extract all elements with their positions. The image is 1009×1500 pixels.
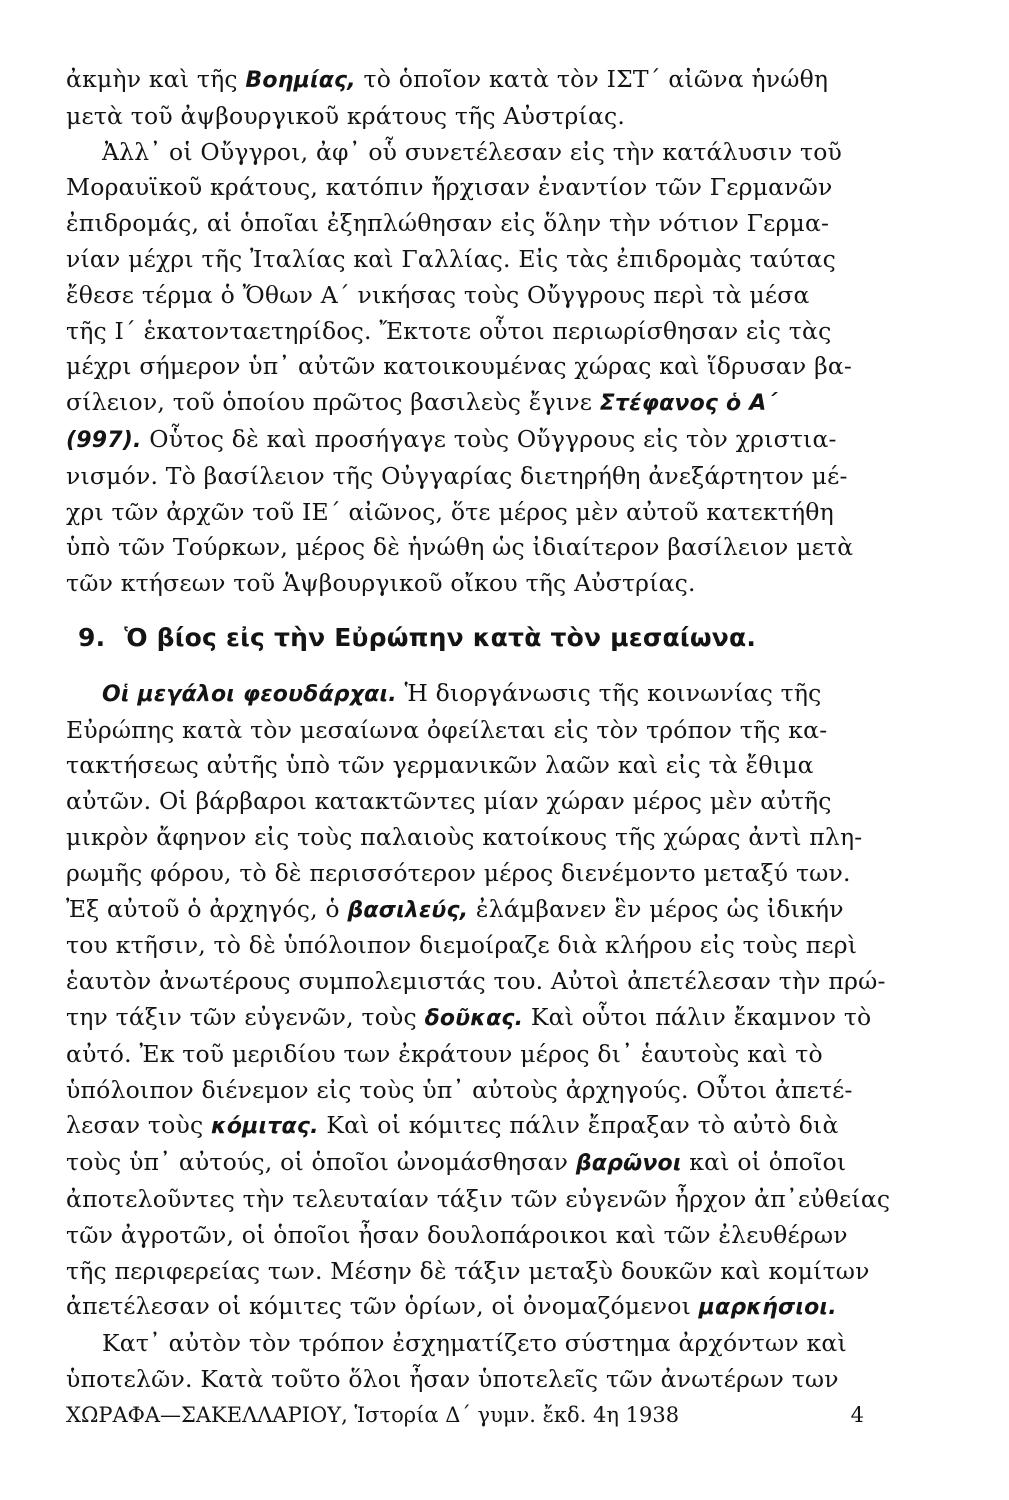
emphasized-term: Βοημίας, bbox=[245, 68, 356, 93]
text-line bbox=[66, 964, 886, 1000]
text-line bbox=[66, 314, 874, 350]
paragraphs-before-section bbox=[66, 62, 874, 602]
text-run: τὸ ὁποῖον κατὰ τὸν ΙΣΤ΄ αἰῶνα ἡνώθη bbox=[355, 65, 829, 93]
page-footer bbox=[66, 1403, 874, 1427]
emphasized-term: βασιλεύς, bbox=[347, 897, 469, 923]
paragraph-hungarians bbox=[66, 135, 874, 602]
text-run: νισμόν. Τὸ βασίλειον τῆς Οὐγγαρίας διετηρήθη ἀνεξάρτητον μέ- bbox=[66, 461, 848, 490]
text-line bbox=[66, 1254, 874, 1290]
text-run: Ἀλλ᾽ οἱ Οὔγγροι, ἀφ᾽ οὗ συνετέλεσαν εἰς τὴν κατάλυσιν τοῦ bbox=[102, 137, 843, 166]
paragraph-feudal-lords bbox=[66, 676, 891, 1326]
text-run: ὑπὸ τῶν Τούρκων, μέρος δὲ ἡνώθη ὡς ἰδιαίτερον βασίλειον μετὰ bbox=[66, 533, 854, 562]
text-line bbox=[66, 1362, 874, 1398]
section-heading bbox=[78, 620, 874, 656]
text-line bbox=[66, 385, 874, 422]
emphasized-term: Στέφανος ὁ Α΄ bbox=[599, 391, 777, 417]
text-run: Ἡ διοργάνωσις τῆς κοινωνίας τῆς bbox=[396, 678, 822, 707]
text-run: αὐτῶν. Οἱ βάρβαροι κατακτῶντες μίαν χώραν μέρος μὲν αὐτῆς bbox=[66, 787, 832, 816]
text-run: τῆς περιφερείας των. Μέσην δὲ τάξιν μεταξὺ δουκῶν καὶ κομίτων bbox=[66, 1256, 870, 1285]
text-run: ἑαυτὸν ἀνωτέρους συμπολεμιστάς του. Αὐτοὶ ἀπετέλεσαν τὴν πρώ- bbox=[66, 967, 886, 996]
text-run: ἀκμὴν καὶ τῆς bbox=[66, 65, 246, 93]
text-line bbox=[66, 170, 874, 206]
emphasized-term: Οἱ μεγάλοι φεουδάρχαι. bbox=[102, 681, 397, 707]
text-run: Οὗτος δὲ καὶ προσήγαγε τοὺς Οὔγγρους εἰς τὸν χριστια- bbox=[141, 424, 837, 453]
text-line bbox=[66, 928, 874, 964]
text-line bbox=[66, 784, 874, 820]
text-line bbox=[66, 62, 874, 99]
text-line bbox=[66, 566, 874, 602]
emphasized-term: δοῦκας. bbox=[424, 1005, 524, 1031]
section-number: 9. bbox=[78, 622, 106, 652]
text-line bbox=[66, 1037, 874, 1073]
text-run: Εὐρώπης κατὰ τὸν μεσαίωνα ὀφείλεται εἰς τὸν τρόπον τῆς κα- bbox=[66, 715, 828, 744]
emphasized-term: βαρῶνοι bbox=[575, 1151, 682, 1177]
emphasized-term: κόμιτας. bbox=[211, 1114, 319, 1140]
text-line bbox=[66, 1000, 874, 1037]
text-run: ἐλάμβανεν ἓν μέρος ὡς ἰδικήν bbox=[468, 894, 844, 923]
text-line bbox=[66, 206, 874, 242]
text-run: μετὰ τοῦ ἀψβουργικοῦ κράτους τῆς Αὐστρίας. bbox=[66, 101, 626, 130]
text-run: τῶν κτήσεων τοῦ Ἁψβουργικοῦ οἴκου τῆς Αὐστρίας. bbox=[66, 569, 696, 598]
text-run: μικρὸν ἄφηνον εἰς τοὺς παλαιοὺς κατοίκους τῆς χώρας ἀντὶ πλη- bbox=[66, 822, 863, 851]
text-line bbox=[66, 349, 874, 385]
text-line bbox=[66, 495, 874, 531]
text-line bbox=[66, 530, 874, 566]
text-line bbox=[66, 892, 874, 929]
text-line bbox=[66, 1108, 874, 1145]
emphasized-term: μαρκήσιοι. bbox=[698, 1295, 837, 1321]
page-number: 4 bbox=[850, 1403, 864, 1427]
text-run: Καὶ οὗτοι πάλιν ἔκαμνον τὸ bbox=[523, 1002, 872, 1031]
text-line bbox=[66, 1289, 874, 1326]
text-run: του κτῆσιν, τὸ δὲ ὑπόλοιπον διεμοίραζε διὰ κλήρου εἰς τοὺς περὶ bbox=[66, 931, 858, 960]
text-run: νίαν μέχρι τῆς Ἰταλίας καὶ Γαλλίας. Εἰς τὰς ἐπιδρομὰς ταύτας bbox=[66, 244, 836, 273]
text-line bbox=[66, 820, 874, 856]
text-run: τακτήσεως αὐτῆς ὑπὸ τῶν γερμανικῶν λαῶν καὶ εἰς τὰ ἔθιμα bbox=[66, 751, 814, 780]
text-line bbox=[66, 1073, 874, 1109]
section-title: Ὁ βίος εἰς τὴν Εὐρώπην κατὰ τὸν μεσαίωνα. bbox=[124, 622, 757, 652]
text-line bbox=[66, 713, 874, 749]
text-run: λεσαν τοὺς bbox=[66, 1111, 212, 1140]
text-line bbox=[66, 676, 874, 713]
text-line bbox=[66, 242, 874, 278]
text-line bbox=[66, 459, 874, 495]
main-text bbox=[66, 62, 891, 1398]
text-run: ὑποτελῶν. Κατὰ τοῦτο ὅλοι ἦσαν ὑποτελεῖς τῶν ἀνωτέρων των bbox=[66, 1364, 839, 1393]
text-run: ρωμῆς φόρου, τὸ δὲ περισσότερον μέρος διενέμοντο μεταξύ των. bbox=[66, 858, 851, 887]
text-run: αὐτό. Ἐκ τοῦ μεριδίου των ἐκράτουν μέρος δι᾽ ἑαυτοὺς καὶ τὸ bbox=[66, 1039, 823, 1068]
text-line bbox=[66, 135, 874, 171]
text-run: τοὺς ὑπ᾽ αὐτούς, οἱ ὁποῖοι ὠνομάσθησαν bbox=[66, 1148, 576, 1177]
text-run: ὑπόλοιπον διένεμον εἰς τοὺς ὑπ᾽ αὐτοὺς ἀρχηγούς. Οὗτοι ἀπετέ- bbox=[66, 1075, 853, 1104]
text-run: σίλειον, τοῦ ὁποίου πρῶτος βασιλεὺς ἔγινε bbox=[66, 388, 600, 417]
text-run: τῆς Ι΄ ἑκατονταετηρίδος. Ἔκτοτε οὗτοι περιωρίσθησαν εἰς τὰς bbox=[66, 316, 832, 345]
text-run: ἀπετέλεσαν οἱ κόμιτες τῶν ὁρίων, οἱ ὀνομαζόμενοι bbox=[66, 1292, 699, 1321]
text-run: την τάξιν τῶν εὐγενῶν, τοὺς bbox=[66, 1002, 425, 1031]
text-run: χρι τῶν ἀρχῶν τοῦ ΙΕ΄ αἰῶνος, ὅτε μέρος μὲν αὐτοῦ κατεκτήθη bbox=[66, 497, 834, 526]
paragraphs-after-section bbox=[66, 676, 891, 1398]
text-run: Καὶ οἱ κόμιτες πάλιν ἔπραξαν τὸ αὐτὸ διὰ bbox=[318, 1111, 839, 1140]
text-run: καὶ οἱ ὁποῖοι bbox=[681, 1148, 847, 1177]
text-line bbox=[66, 856, 874, 892]
text-run: τῶν ἀγροτῶν, οἱ ὁποῖοι ἦσαν δουλοπάροικοι καὶ τῶν ἐλευθέρων bbox=[66, 1220, 848, 1249]
text-run: ἐπιδρομάς, αἱ ὁποῖαι ἐξηπλώθησαν εἰς ὅλην τὴν νότιον Γερμα- bbox=[66, 209, 830, 238]
text-line bbox=[66, 422, 874, 459]
text-run: Μοραυϊκοῦ κράτους, κατόπιν ἤρχισαν ἐναντίον τῶν Γερμανῶν bbox=[66, 173, 833, 202]
text-run: Κατ᾽ αὐτὸν τὸν τρόπον ἐσχηματίζετο σύστημα ἀρχόντων καὶ bbox=[102, 1329, 847, 1358]
emphasized-term: (997). bbox=[66, 427, 142, 453]
text-line bbox=[66, 1182, 891, 1218]
text-line bbox=[66, 278, 874, 314]
text-run: ἀποτελοῦντες τὴν τελευταίαν τάξιν τῶν εὐγενῶν ἦρχον ἀπ᾽εὐθείας bbox=[66, 1184, 891, 1213]
text-line bbox=[66, 1145, 874, 1182]
paragraph-system bbox=[66, 1326, 874, 1398]
text-line bbox=[66, 99, 874, 135]
text-line bbox=[66, 748, 874, 784]
text-line bbox=[66, 1218, 874, 1254]
footer-citation: ΧΩΡΑΦΑ—ΣΑΚΕΛΛΑΡΙΟΥ, Ἱστορία Δ΄ γυμν. ἔκδ. 4η 1938 bbox=[66, 1403, 680, 1427]
text-line bbox=[66, 1326, 874, 1362]
text-run: Ἐξ αὐτοῦ ὁ ἀρχηγός, ὁ bbox=[66, 894, 348, 923]
text-run: ἔθεσε τέρμα ὁ Ὄθων Α΄ νικήσας τοὺς Οὔγγρους περὶ τὰ μέσα bbox=[66, 280, 810, 309]
paragraph-intro bbox=[66, 62, 874, 135]
text-run: μέχρι σήμερον ὑπ᾽ αὐτῶν κατοικουμένας χώρας καὶ ἵδρυσαν βα- bbox=[66, 352, 853, 381]
